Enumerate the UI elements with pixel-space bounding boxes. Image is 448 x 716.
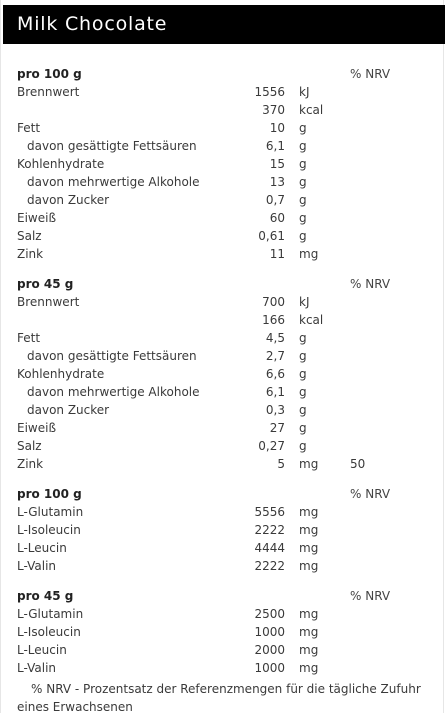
nutrient-row (1, 605, 441, 623)
nutrient-row (1, 437, 441, 455)
nutrient-value: 0,3 (265, 403, 285, 417)
footnote (17, 680, 437, 716)
nutrient-unit: g (299, 349, 307, 363)
nutrient-name: L-Glutamin (17, 505, 84, 519)
nutrient-row (1, 455, 441, 473)
nutrient-row (1, 311, 441, 329)
nutrient-value: 6,1 (265, 139, 285, 153)
nutrient-unit: kJ (299, 295, 310, 309)
nrv-column-header: % NRV (350, 589, 391, 603)
nutrient-name: davon mehrwertige Alkohole (27, 175, 200, 189)
nutrient-name: L-Isoleucin (17, 523, 81, 537)
nutrient-name: davon mehrwertige Alkohole (27, 385, 200, 399)
section-label: pro 45 g (17, 589, 74, 603)
nutrient-value: 2000 (254, 643, 285, 657)
nutrient-row (1, 521, 441, 539)
nutrient-value: 6,6 (265, 367, 285, 381)
nutrient-value: 1000 (254, 661, 285, 675)
nutrient-unit: kcal (299, 103, 324, 117)
nutrient-row (1, 401, 441, 419)
nutrient-name: davon Zucker (27, 403, 110, 417)
nutrient-unit: mg (299, 523, 319, 537)
nutrient-value: 11 (269, 247, 285, 261)
nutrient-unit: mg (299, 457, 319, 471)
title-bar (3, 5, 445, 44)
nutrient-name: Zink (17, 247, 44, 261)
nutrient-unit: g (299, 331, 307, 345)
nutrient-value: 2,7 (265, 349, 285, 363)
nutrient-value: 0,7 (265, 193, 285, 207)
section-label: pro 45 g (17, 277, 74, 291)
nrv-column-header: % NRV (350, 487, 391, 501)
nutrient-unit: g (299, 367, 307, 381)
nutrient-value: 370 (262, 103, 285, 117)
nutrient-unit: mg (299, 661, 319, 675)
nutrient-name: Brennwert (17, 85, 80, 99)
nutrient-row (1, 191, 441, 209)
nutrient-name: L-Valin (17, 559, 57, 573)
nutrient-name: L-Leucin (17, 541, 67, 555)
nutrient-value: 1000 (254, 625, 285, 639)
nutrient-row (1, 245, 441, 263)
nutrient-unit: g (299, 385, 307, 399)
nrv-column-header: % NRV (350, 67, 391, 81)
nutrient-unit: g (299, 421, 307, 435)
nutrient-unit: mg (299, 643, 319, 657)
nutrient-row (1, 383, 441, 401)
nutrient-value: 4444 (254, 541, 285, 555)
nutrient-unit: g (299, 139, 307, 153)
nutrient-row (1, 101, 441, 119)
nutrient-row (1, 155, 441, 173)
nutrient-row (1, 173, 441, 191)
nutrient-value: 5 (277, 457, 285, 471)
nutrient-value: 5556 (254, 505, 285, 519)
nrv-column-header: % NRV (350, 277, 391, 291)
nutrient-unit: mg (299, 625, 319, 639)
nutrient-row (1, 293, 441, 311)
section-label: pro 100 g (17, 67, 82, 81)
nutrient-nrv: 50 (350, 457, 366, 471)
nutrient-value: 2222 (254, 559, 285, 573)
nutrient-value: 13 (269, 175, 285, 189)
nutrient-name: Brennwert (17, 295, 80, 309)
nutrient-name: Zink (17, 457, 44, 471)
page-title: Milk Chocolate (17, 13, 168, 35)
nutrient-value: 6,1 (265, 385, 285, 399)
nutrient-unit: g (299, 403, 307, 417)
nutrient-unit: mg (299, 559, 319, 573)
nutrient-row (1, 419, 441, 437)
nutrient-value: 15 (269, 157, 285, 171)
nutrient-value: 0,61 (258, 229, 285, 243)
nutrient-name: Salz (17, 229, 42, 243)
nutrient-unit: mg (299, 541, 319, 555)
nutrient-value: 10 (269, 121, 285, 135)
nutrient-value: 60 (269, 211, 285, 225)
nutrient-unit: mg (299, 607, 319, 621)
nutrient-row (1, 137, 441, 155)
nutrient-value: 1556 (254, 85, 285, 99)
nutrient-value: 4,5 (265, 331, 285, 345)
nutrient-unit: g (299, 193, 307, 207)
nutrient-unit: g (299, 229, 307, 243)
nutrient-row (1, 503, 441, 521)
nutrient-row (1, 209, 441, 227)
nutrient-value: 700 (262, 295, 285, 309)
nutrient-row (1, 347, 441, 365)
nutrient-name: L-Isoleucin (17, 625, 81, 639)
nutrient-row (1, 365, 441, 383)
nutrient-name: Fett (17, 121, 41, 135)
nutrient-name: Fett (17, 331, 41, 345)
nutrient-value: 2222 (254, 523, 285, 537)
nutrient-row (1, 83, 441, 101)
nutrient-name: Salz (17, 439, 42, 453)
nutrient-name: L-Leucin (17, 643, 67, 657)
nutrient-name: davon gesättigte Fettsäuren (27, 139, 197, 153)
nutrient-unit: g (299, 121, 307, 135)
footnote-line-2: eines Erwachsenen (17, 700, 133, 714)
nutrient-row (1, 227, 441, 245)
nutrient-row (1, 119, 441, 137)
nutrient-unit: mg (299, 505, 319, 519)
nutrient-name: L-Glutamin (17, 607, 84, 621)
nutrient-row (1, 539, 441, 557)
footnote-line-1: % NRV - Prozentsatz der Referenzmengen für die tägliche Zufuhr (31, 682, 421, 696)
nutrient-unit: g (299, 157, 307, 171)
nutrient-name: Kohlenhydrate (17, 367, 105, 381)
nutrient-name: Eiweiß (17, 421, 57, 435)
nutrient-name: Kohlenhydrate (17, 157, 105, 171)
nutrient-row (1, 641, 441, 659)
nutrient-row (1, 329, 441, 347)
nutrient-name: davon gesättigte Fettsäuren (27, 349, 197, 363)
nutrient-value: 27 (269, 421, 285, 435)
nutrient-name: L-Valin (17, 661, 57, 675)
nutrient-value: 2500 (254, 607, 285, 621)
nutrient-row (1, 659, 441, 677)
section-label: pro 100 g (17, 487, 82, 501)
nutrient-unit: kcal (299, 313, 324, 327)
nutrient-value: 0,27 (258, 439, 285, 453)
nutrient-unit: g (299, 175, 307, 189)
nutrient-unit: g (299, 439, 307, 453)
nutrient-name: Eiweiß (17, 211, 57, 225)
nutrient-row (1, 557, 441, 575)
nutrient-value: 166 (262, 313, 285, 327)
nutrient-name: davon Zucker (27, 193, 110, 207)
nutrient-unit: kJ (299, 85, 310, 99)
nutrient-row (1, 623, 441, 641)
nutrient-unit: g (299, 211, 307, 225)
nutrient-unit: mg (299, 247, 319, 261)
